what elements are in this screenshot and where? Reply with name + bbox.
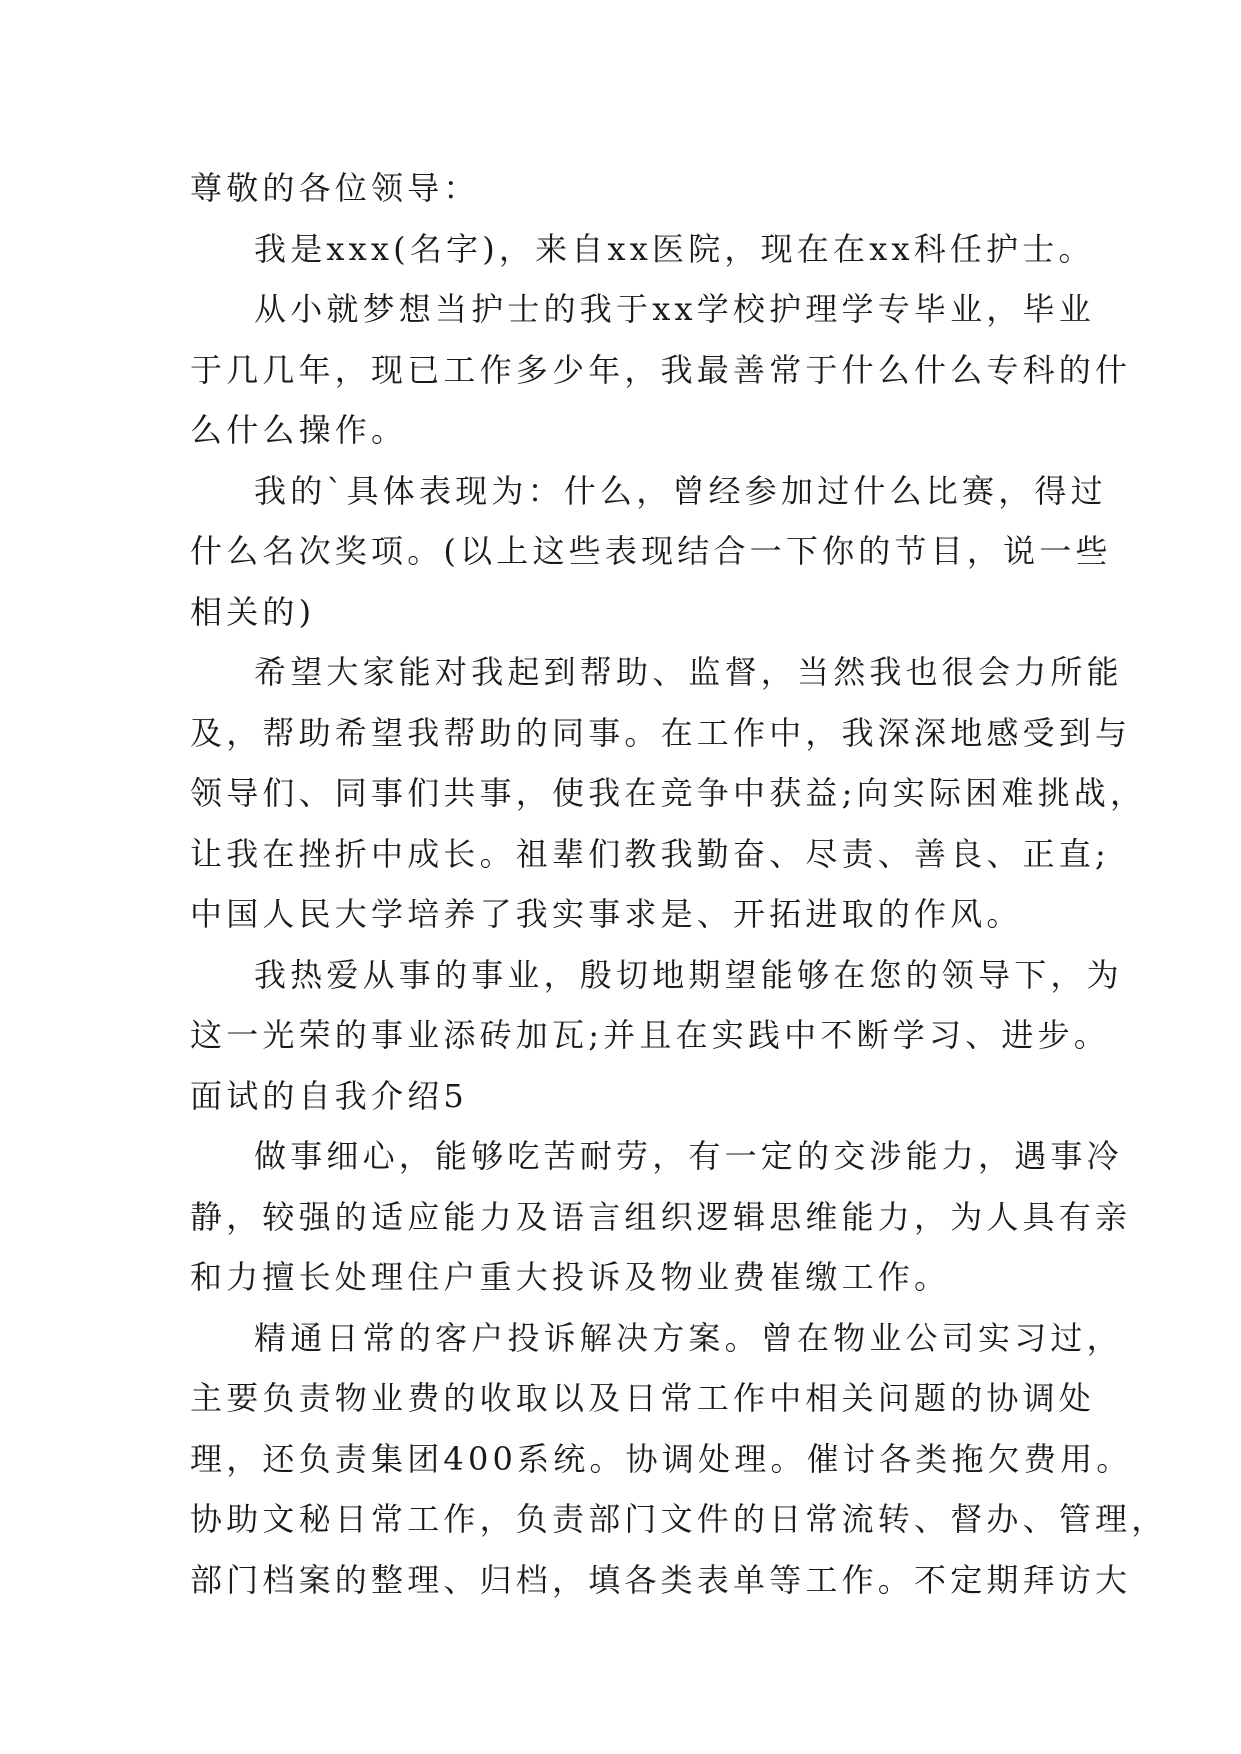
paragraph-line: 部门档案的整理、归档，填各类表单等工作。不定期拜访大	[190, 1560, 1132, 1599]
paragraph-line: 让我在挫折中成长。祖辈们教我勤奋、尽责、善良、正直;	[190, 834, 1110, 873]
paragraph-line: 做事细心，能够吃苦耐劳，有一定的交涉能力，遇事冷	[254, 1137, 1123, 1175]
paragraph-line: 领导们、同事们共事，使我在竞争中获益;向实际困难挑战，	[190, 774, 1147, 812]
paragraph-line: 相关的)	[190, 592, 316, 631]
paragraph-line: 协助文秘日常工作，负责部门文件的日常流转、督办、管理，	[190, 1500, 1168, 1538]
paragraph-line: 理，还负责集团400系统。协调处理。催讨各类拖欠费用。	[190, 1439, 1133, 1478]
paragraph-line: 精通日常的客户投诉解决方案。曾在物业公司实习过，	[254, 1318, 1123, 1357]
paragraph-line: 我是xxx(名字)，来自xx医院，现在在xx科任护士。	[254, 229, 1095, 268]
paragraph-line: 静，较强的适应能力及语言组织逻辑思维能力，为人具有亲	[190, 1197, 1132, 1236]
paragraph-line: 这一光荣的事业添砖加瓦;并且在实践中不断学习、进步。	[190, 1016, 1110, 1054]
paragraph-line: 于几几年，现已工作多少年，我最善常于什么什么专科的什	[190, 350, 1132, 389]
paragraph-line: 我热爱从事的事业，殷切地期望能够在您的领导下，为	[254, 955, 1123, 994]
paragraph-line: 么什么操作。	[190, 411, 408, 449]
document-body	[190, 158, 1168, 1610]
paragraph-line: 及，帮助希望我帮助的同事。在工作中，我深深地感受到与	[190, 713, 1132, 752]
paragraph-line: 中国人民大学培养了我实事求是、开拓进取的作风。	[190, 895, 1023, 933]
section-heading: 面试的自我介绍5	[190, 1076, 468, 1115]
paragraph-line: 和力擅长处理住户重大投诉及物业费崔缴工作。	[190, 1258, 951, 1296]
paragraph-line: 从小就梦想当护士的我于xx学校护理学专毕业，毕业	[254, 290, 1095, 328]
paragraph-line: 主要负责物业费的收取以及日常工作中相关问题的协调处	[190, 1379, 1096, 1417]
paragraph-line: 希望大家能对我起到帮助、监督，当然我也很会力所能	[254, 653, 1123, 691]
paragraph-line: 什么名次奖项。(以上这些表现结合一下你的节目，说一些	[190, 532, 1112, 570]
salutation-line: 尊敬的各位领导：	[190, 169, 480, 207]
paragraph-line: 我的`具体表现为：什么，曾经参加过什么比赛，得过	[254, 471, 1107, 510]
